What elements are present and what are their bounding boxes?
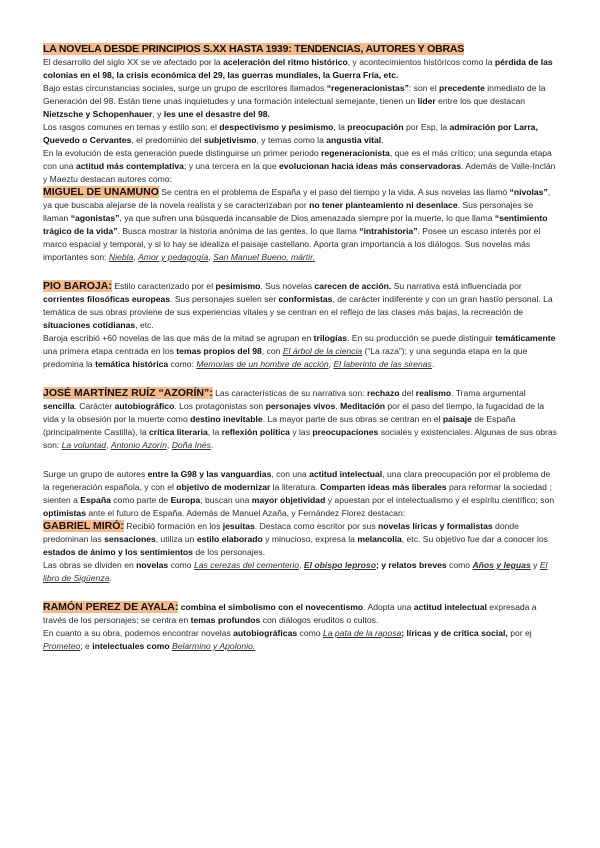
document-page — [43, 43, 558, 653]
intro-paragraph-3: Los rasgos comunes en temas y estilo son: el despectivismo y pesimismo, la preocupación por Esp, la admiración por Larra, Quevedo o Cervantes, el predominio del subjetivismo, y temas como la angustia vital. — [43, 122, 538, 145]
work-title: Belarmino y Apolonio. — [171, 641, 256, 651]
work-title: Años y leguas — [472, 560, 531, 570]
work-title: El obispo leproso — [303, 560, 376, 570]
work-title: Antonio Azorín — [110, 440, 167, 450]
document-title: LA NOVELA DESDE PRINCIPIOS S.XX HASTA 1939: TENDENCIAS, AUTORES Y OBRAS — [43, 43, 465, 55]
azorin-section: JOSÉ MARTÍNEZ RUÍZ “AZORÍN”: Las características de su narrativa son: rechazo del realismo. Trama argumental sencilla. Carácter autobiográfico. Los protagonistas son personajes vivos. Meditación por el paso del tiempo, la fugacidad de la vida y la obsesión por la muerte como destino inevitable. La mayor parte de sus obras se centran en el paisaje de España (principalmente Castilla), la crítica literaria, la reflexión política y las preocupaciones sociales y existenciales. Algunas de sus obras son: La voluntad, Antonio Azorín, Doña Inés. — [43, 387, 557, 450]
work-title: El laberinto de las sirenas — [333, 359, 432, 369]
work-title: El libro de Sigüenza — [43, 560, 548, 583]
work-title: Doña Inés — [171, 440, 211, 450]
baroja-section: PIO BAROJA: Estilo caracterizado por el pesimismo. Sus novelas carecen de acción. Su narrativa está influenciada por corrientes filosóficas europeas. Sus personajes suelen ser conformistas, de carácter indiferente y con un gran hastío personal. La temática de sus obras proviene de sus experiencias vitales y se centran en el reflejo de las clases más bajas, la recreación de situaciones cotidianas, etc. — [43, 280, 553, 330]
miro-section: GABRIEL MIRÓ: Recibió formación en los jesuitas. Destaca como escritor por sus novelas líricas y formalistas donde predominan las sensaciones, utiliza un estilo elaborado y minucioso, expresa la melancolía, etc. Su objetivo fue dar a conocer los estados de ánimo y los sentimientos de los personajes. — [43, 520, 548, 557]
miro-paragraph-2: Las obras se dividen en novelas como Las cerezas del cementerio, El obispo leproso; y relatos breves como Años y leguas y El libro de Sigüenza. — [43, 560, 548, 583]
work-title: San Manuel Bueno, mártir. — [213, 252, 315, 262]
intro-paragraph-4: En la evolución de esta generación puede distinguirse un primer periodo regeneracionista, que es el más crítico; una segunda etapa con una actitud más contemplativa; y una tercera en la que evolucionan hacia ideas más conservadoras. Además de Valle-Inclán y Maeztu destacan autores como: — [43, 148, 556, 184]
work-title: Niebla — [108, 252, 134, 262]
work-title: Amor y pedagogía — [138, 252, 209, 262]
miro-heading: GABRIEL MIRÓ: — [43, 520, 124, 532]
novecentismo-paragraph: Surge un grupo de autores entre la G98 y las vanguardias, con una actitud intelectual, una clara preocupación por el problema de la regeneración española, y con el objetivo de modernizar la literatura. Comparten ideas más liberales para reformar la sociedad ; sienten a España como parte de Europa; buscan una mayor objetividad y apuestan por el intelectualismo y el espíritu científico; son optimistas ante el futuro de España. Además de Manuel Azaña, y Fernández Florez destacan: — [43, 469, 555, 518]
work-title: La voluntad — [61, 440, 107, 450]
work-title: Prometeo — [43, 641, 81, 651]
ayala-section: RAMÓN PEREZ DE AYALA: combina el simbolismo con el novecentismo. Adopta una actitud intelectual expresada a través de los personajes; se centra en temas profundos con diálogos eruditos o cultos. — [43, 601, 537, 625]
intro-paragraph-2: Bajo estas circunstancias sociales, surge un grupo de escritores llamados “regeneracionistas”: son el precedente inmediato de la Generación del 98. Están tiene unas inquietudes y una formación intelectual semejante, tienen un líder entre los que destacan Nietzsche y Schopenhauer, y les une el desastre del 98. — [43, 83, 546, 119]
work-title: Memorias de un hombre de acción — [196, 359, 329, 369]
ayala-paragraph-2: En cuanto a su obra, podemos encontrar novelas autobiográficas como La pata de la raposa; líricas y de crítica social, por ej Prometeo; e intelectuales como Belarmino y Apolonio. — [43, 628, 532, 651]
baroja-paragraph-2: Baroja escribió +60 novelas de las que más de la mitad se agrupan en trilogías. En su producción se puede distinguir temáticamente una primera etapa centrada en los temas propios del 98, con El árbol de la ciencia (“La raza”); y una segunda etapa en la que predomina la temática histórica como: Memorias de un hombre de acción, El laberinto de las sirenas. — [43, 333, 556, 369]
work-title: El árbol de la ciencia — [282, 346, 363, 356]
azorin-heading: JOSÉ MARTÍNEZ RUÍZ “AZORÍN”: — [43, 387, 213, 399]
unamuno-heading: MIGUEL DE UNAMUNO — [43, 186, 159, 198]
unamuno-section: MIGUEL DE UNAMUNO Se centra en el problema de España y el paso del tiempo y la vida. A sus novelas las llamó “nivolas”, ya que buscaba alejarse de la novela realista y se caracterizaban por no tener planteamiento ni desenlace. Sus personajes se llaman “agonistas”, ya que sufren una búsqueda incansable de Dios amenazada siempre por la muerte, lo que llama “sentimiento trágico de la vida”. Busca mostrar la historia anónima de las gentes, lo que llama “intrahistoria”. Posee un escaso interés por el marco espacial y temporal, y si lo hay se idealiza el paisaje castellano. Aporta gran importancia a los diálogos. Sus novelas más importantes son: Niebla, Amor y pedagogía, San Manuel Bueno, mártir. — [43, 186, 551, 262]
work-title: Las cerezas del cementerio — [193, 560, 300, 570]
intro-paragraph-1: El desarrollo del siglo XX se ve afectado por la aceleración del ritmo histórico, y acontecimientos históricos como la pérdida de las colonias en el 98, la crisis económica del 29, las guerras mundiales, la Guerra Fría, etc. — [43, 57, 553, 80]
baroja-heading: PIO BAROJA: — [43, 280, 112, 292]
ayala-heading: RAMÓN PEREZ DE AYALA: — [43, 601, 179, 613]
work-title: La pata de la raposa — [322, 628, 402, 638]
